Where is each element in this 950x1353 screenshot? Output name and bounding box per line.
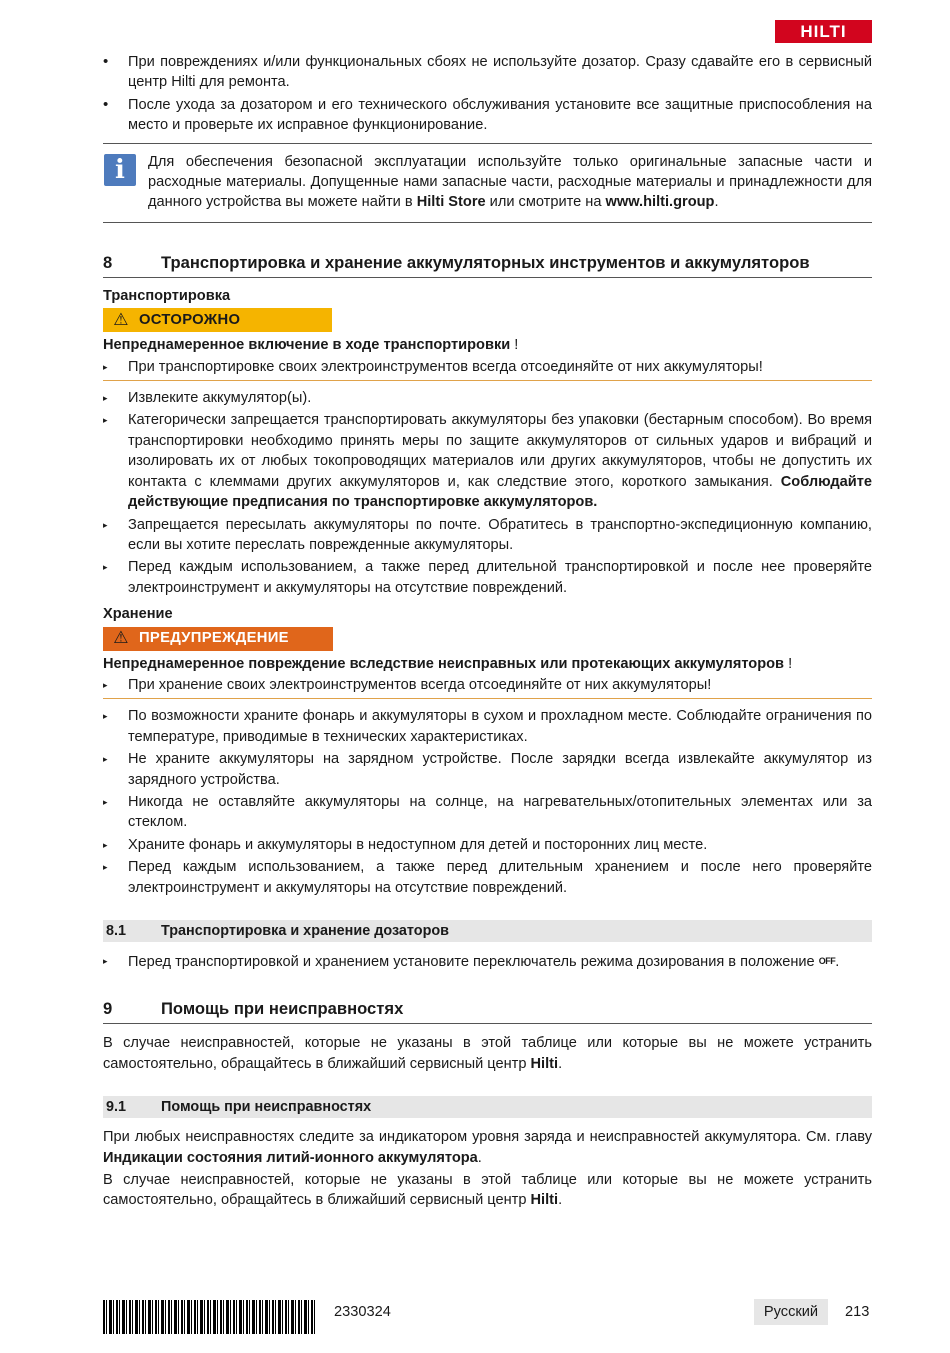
storage-subheading: Хранение — [103, 606, 173, 623]
list-item: ▸ Перед транспортировкой и хранением установите переключатель режима дозирования в положение OFF. — [103, 951, 872, 972]
section-8-heading: 8 Транспортировка и хранение аккумуляторных инструментов и аккумуляторов — [103, 252, 872, 278]
transport-hazard: Непреднамеренное включение в ходе транспортировки ! ▸ При транспортировке своих электроинструментов всегда отсоединяйте от них аккумуляторы! — [103, 335, 872, 381]
arrow-marker: ▸ — [103, 796, 108, 807]
section-9-1-heading: 9.1 Помощь при неисправностях — [103, 1096, 872, 1118]
list-item: ▸ Извлеките аккумулятор(ы). — [103, 388, 872, 408]
warning-label: ⚠ ПРЕДУПРЕЖДЕНИЕ — [103, 627, 333, 651]
arrow-marker: ▸ — [103, 956, 108, 966]
section-9-heading: 9 Помощь при неисправностях — [103, 998, 872, 1024]
arrow-marker: ▸ — [103, 393, 108, 404]
hazard-action: ▸ При хранение своих электроинструментов всегда отсоединяйте от них аккумуляторы! — [103, 675, 872, 695]
page-content — [103, 52, 872, 1211]
bullet-marker: • — [103, 53, 109, 70]
arrow-marker: ▸ — [103, 679, 108, 690]
arrow-marker: ▸ — [103, 415, 108, 426]
list-item: • После ухода за дозатором и его технического обслуживания установите все защитные приспособления на место и проверьте их исправное функционирование. — [103, 95, 872, 134]
arrow-marker: ▸ — [103, 711, 108, 722]
warning-triangle-icon: ⚠ — [113, 310, 129, 330]
website-text: www.hilti.group — [605, 194, 715, 211]
arrow-marker: ▸ — [103, 839, 108, 850]
hazard-action: ▸ При транспортировке своих электроинструментов всегда отсоединяйте от них аккумуляторы! — [103, 357, 872, 377]
list-item: ▸ По возможности храните фонарь и аккумуляторы в сухом и прохладном месте. Соблюдайте ограничения по температуре, приводимые в технических характеристиках. — [103, 708, 872, 745]
page-number: 213 — [845, 1304, 870, 1320]
list-item: ▸ Перед каждым использованием, а также перед длительной транспортировкой и после нее проверяйте электроинструмент и аккумуляторы на отсутствие повреждений. — [103, 559, 872, 596]
caution-label: ⚠ ОСТОРОЖНО — [103, 308, 332, 332]
bullet-marker: • — [103, 95, 109, 113]
language-label: Русский — [754, 1299, 828, 1325]
list-item: ▸ Запрещается пересылать аккумуляторы по почте. Обратитесь в транспортно-экспедиционную компанию, если вы хотите переслать поврежденные аккумуляторы. — [103, 516, 872, 553]
hilti-store-text: Hilti Store — [416, 194, 486, 211]
info-icon: i — [104, 154, 136, 186]
arrow-marker: ▸ — [103, 519, 108, 530]
transport-subheading: Транспортировка — [103, 287, 231, 304]
hilti-logo: HILTI — [775, 20, 872, 43]
list-item: ▸ Перед каждым использованием, а также перед длительным хранением и после него проверяйте электроинструмент и аккумуляторы на отсутствие повреждений. — [103, 859, 872, 896]
arrow-marker: ▸ — [103, 754, 108, 765]
warning-triangle-icon: ⚠ — [113, 628, 129, 648]
info-note: i Для обеспечения безопасной эксплуатации используйте только оригинальные запасные части и расходные материалы. Допущенные нами запасные части, расходные материалы и принадлежности для данного устройства вы можете найти в Hilti Store или смотрите на www.hilti.group. — [103, 143, 872, 223]
section-9-1-paragraph: В случае неисправностей, которые не указаны в этой таблице или которые вы не можете устранить самостоятельно, обращайтесь в ближайший сервисный центр Hilti. — [103, 1172, 872, 1209]
barcode — [103, 1300, 315, 1334]
storage-hazard: Непреднамеренное повреждение вследствие неисправных или протекающих аккумуляторов ! ▸ При хранение своих электроинструментов всегда отсоединяйте от них аккумуляторы! — [103, 654, 872, 700]
arrow-marker: ▸ — [103, 862, 108, 873]
section-9-1-paragraph: При любых неисправностях следите за индикатором уровня заряда и неисправностей аккумулятора. См. главу Индикации состояния литий-ионного аккумулятора. — [103, 1129, 872, 1166]
page-footer — [0, 1296, 950, 1336]
list-item: ▸ Категорически запрещается транспортировать аккумуляторы без упаковки (бестарным способом). Во время транспортировки необходимо принять меры по защите аккумуляторов от сильных ударов и вибраций и изолировать их от любых токопроводящих материалов или других аккумуляторов, чтобы не допустить их контакта с клеммами других аккумуляторов и, как следствие этого, короткого замыкания. Соблюдайте действующие предписания по транспортировке аккумуляторов. — [103, 412, 872, 511]
section-8-1-heading: 8.1 Транспортировка и хранение дозаторов — [103, 920, 872, 942]
list-item: ▸ Храните фонарь и аккумуляторы в недоступном для детей и посторонних лиц месте. — [103, 835, 872, 855]
off-symbol: OFF — [818, 956, 836, 966]
list-item: ▸ Не храните аккумуляторы на зарядном устройстве. После зарядки всегда извлекайте аккумулятор из зарядного устройства. — [103, 751, 872, 788]
section-9-paragraph: В случае неисправностей, которые не указаны в этой таблице или которые вы не можете устранить самостоятельно, обращайтесь в ближайший сервисный центр Hilti. — [103, 1035, 872, 1072]
arrow-marker: ▸ — [103, 361, 108, 372]
list-item: ▸ Никогда не оставляйте аккумуляторы на солнце, на нагревательных/отопительных элементах или за стеклом. — [103, 793, 872, 831]
list-item: • При повреждениях и/или функциональных сбоях не используйте дозатор. Сразу сдавайте его в сервисный центр Hilti для ремонта. — [103, 53, 872, 91]
arrow-marker: ▸ — [103, 562, 108, 573]
document-number: 2330324 — [334, 1304, 391, 1320]
